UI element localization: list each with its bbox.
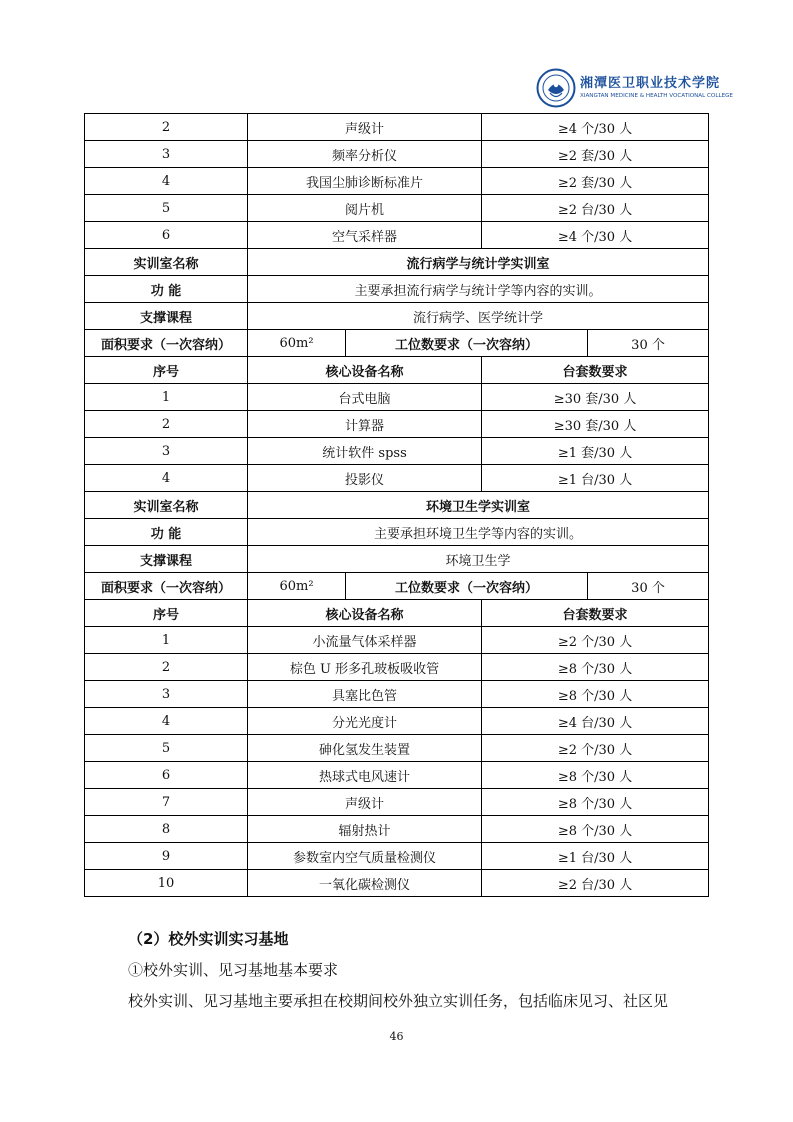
equipment-header: 核心设备名称 xyxy=(248,600,482,627)
table-row xyxy=(85,492,709,519)
quantity-cell: ≥2 台/30 人 xyxy=(482,195,709,222)
function-value: 主要承担环境卫生学等内容的实训。 xyxy=(248,519,709,546)
quantity-cell: ≥2 个/30 人 xyxy=(482,627,709,654)
seq-header: 序号 xyxy=(85,357,248,384)
quantity-cell: ≥8 个/30 人 xyxy=(482,654,709,681)
stations-value: 30 个 xyxy=(588,330,709,357)
course-value: 流行病学、医学统计学 xyxy=(248,303,709,330)
table-row xyxy=(85,573,709,600)
seq-cell: 2 xyxy=(85,654,248,681)
table-row xyxy=(85,438,709,465)
quantity-cell: ≥4 个/30 人 xyxy=(482,114,709,141)
table-row xyxy=(85,708,709,735)
quantity-cell: ≥8 个/30 人 xyxy=(482,789,709,816)
seq-cell: 4 xyxy=(85,168,248,195)
quantity-header: 台套数要求 xyxy=(482,600,709,627)
table-row xyxy=(85,789,709,816)
equipment-cell: 阅片机 xyxy=(248,195,482,222)
area-value: 60m² xyxy=(248,573,346,600)
table-header-row xyxy=(85,600,709,627)
equipment-cell: 台式电脑 xyxy=(248,384,482,411)
table-row xyxy=(85,168,709,195)
quantity-cell: ≥1 台/30 人 xyxy=(482,465,709,492)
table-row xyxy=(85,276,709,303)
seq-cell: 4 xyxy=(85,465,248,492)
equipment-cell: 参数室内空气质量检测仪 xyxy=(248,843,482,870)
room-name-label: 实训室名称 xyxy=(85,492,248,519)
equipment-cell: 我国尘肺诊断标准片 xyxy=(248,168,482,195)
table-row xyxy=(85,411,709,438)
equipment-cell: 热球式电风速计 xyxy=(248,762,482,789)
table-row xyxy=(85,816,709,843)
table-row xyxy=(85,843,709,870)
course-label: 支撑课程 xyxy=(85,546,248,573)
equipment-cell: 投影仪 xyxy=(248,465,482,492)
stations-label: 工位数要求（一次容纳） xyxy=(346,330,588,357)
seq-cell: 10 xyxy=(85,870,248,897)
seq-cell: 9 xyxy=(85,843,248,870)
table-row xyxy=(85,519,709,546)
equipment-header: 核心设备名称 xyxy=(248,357,482,384)
table-row xyxy=(85,627,709,654)
seq-cell: 3 xyxy=(85,438,248,465)
area-value: 60m² xyxy=(248,330,346,357)
quantity-cell: ≥1 套/30 人 xyxy=(482,438,709,465)
table-row xyxy=(85,141,709,168)
equipment-cell: 具塞比色管 xyxy=(248,681,482,708)
equipment-cell: 统计软件 spss xyxy=(248,438,482,465)
course-label: 支撑课程 xyxy=(85,303,248,330)
course-value: 环境卫生学 xyxy=(248,546,709,573)
equipment-cell: 计算器 xyxy=(248,411,482,438)
table-row xyxy=(85,465,709,492)
seq-cell: 7 xyxy=(85,789,248,816)
seq-header: 序号 xyxy=(85,600,248,627)
seq-cell: 8 xyxy=(85,816,248,843)
seq-cell: 4 xyxy=(85,708,248,735)
quantity-cell: ≥4 个/30 人 xyxy=(482,222,709,249)
quantity-cell: ≥30 套/30 人 xyxy=(482,384,709,411)
table-row xyxy=(85,330,709,357)
stations-value: 30 个 xyxy=(588,573,709,600)
table-row xyxy=(85,114,709,141)
equipment-cell: 小流量气体采样器 xyxy=(248,627,482,654)
function-label: 功 能 xyxy=(85,519,248,546)
room-name-value: 环境卫生学实训室 xyxy=(248,492,709,519)
area-label: 面积要求（一次容纳） xyxy=(85,573,248,600)
quantity-cell: ≥4 台/30 人 xyxy=(482,708,709,735)
body-paragraph: 校外实训、见习基地主要承担在校期间校外独立实训任务，包括临床见习、社区见 xyxy=(128,992,669,1010)
seq-cell: 5 xyxy=(85,195,248,222)
area-label: 面积要求（一次容纳） xyxy=(85,330,248,357)
table-row xyxy=(85,654,709,681)
table-row xyxy=(85,681,709,708)
equipment-cell: 频率分析仪 xyxy=(248,141,482,168)
seq-cell: 3 xyxy=(85,681,248,708)
stations-label: 工位数要求（一次容纳） xyxy=(346,573,588,600)
table-row xyxy=(85,195,709,222)
equipment-cell: 空气采样器 xyxy=(248,222,482,249)
equipment-cell: 一氧化碳检测仪 xyxy=(248,870,482,897)
quantity-cell: ≥2 套/30 人 xyxy=(482,168,709,195)
equipment-cell: 分光光度计 xyxy=(248,708,482,735)
school-logo xyxy=(536,66,733,112)
seq-cell: 6 xyxy=(85,762,248,789)
table-header-row xyxy=(85,357,709,384)
function-label: 功 能 xyxy=(85,276,248,303)
quantity-cell: ≥1 台/30 人 xyxy=(482,843,709,870)
table-row xyxy=(85,546,709,573)
quantity-cell: ≥2 个/30 人 xyxy=(482,735,709,762)
room-name-label: 实训室名称 xyxy=(85,249,248,276)
equipment-cell: 声级计 xyxy=(248,789,482,816)
table-row xyxy=(85,222,709,249)
quantity-cell: ≥2 套/30 人 xyxy=(482,141,709,168)
equipment-cell: 棕色 U 形多孔玻板吸收管 xyxy=(248,654,482,681)
function-value: 主要承担流行病学与统计学等内容的实训。 xyxy=(248,276,709,303)
quantity-cell: ≥30 套/30 人 xyxy=(482,411,709,438)
seq-cell: 1 xyxy=(85,384,248,411)
quantity-cell: ≥8 个/30 人 xyxy=(482,762,709,789)
equipment-table xyxy=(84,113,709,897)
quantity-cell: ≥2 台/30 人 xyxy=(482,870,709,897)
quantity-cell: ≥8 个/30 人 xyxy=(482,816,709,843)
equipment-cell: 辐射热计 xyxy=(248,816,482,843)
table-row xyxy=(85,303,709,330)
table-row xyxy=(85,249,709,276)
table-row xyxy=(85,735,709,762)
table-row xyxy=(85,870,709,897)
seq-cell: 2 xyxy=(85,114,248,141)
seq-cell: 6 xyxy=(85,222,248,249)
quantity-header: 台套数要求 xyxy=(482,357,709,384)
quantity-cell: ≥8 个/30 人 xyxy=(482,681,709,708)
equipment-cell: 声级计 xyxy=(248,114,482,141)
room-name-value: 流行病学与统计学实训室 xyxy=(248,249,709,276)
section-heading: （2）校外实训实习基地 xyxy=(128,930,289,948)
seq-cell: 1 xyxy=(85,627,248,654)
school-name-en: XIANGTAN MEDICINE & HEALTH VOCATIONAL COLLEGE xyxy=(580,93,733,99)
seq-cell: 2 xyxy=(85,411,248,438)
seq-cell: 3 xyxy=(85,141,248,168)
table-row xyxy=(85,384,709,411)
equipment-cell: 砷化氢发生装置 xyxy=(248,735,482,762)
school-emblem-icon xyxy=(536,68,576,108)
page-number: 46 xyxy=(389,1030,404,1043)
subsection-heading: ①校外实训、见习基地基本要求 xyxy=(128,961,339,979)
table-row xyxy=(85,762,709,789)
seq-cell: 5 xyxy=(85,735,248,762)
school-name-cn: 湘潭医卫职业技术学院 xyxy=(580,76,721,91)
